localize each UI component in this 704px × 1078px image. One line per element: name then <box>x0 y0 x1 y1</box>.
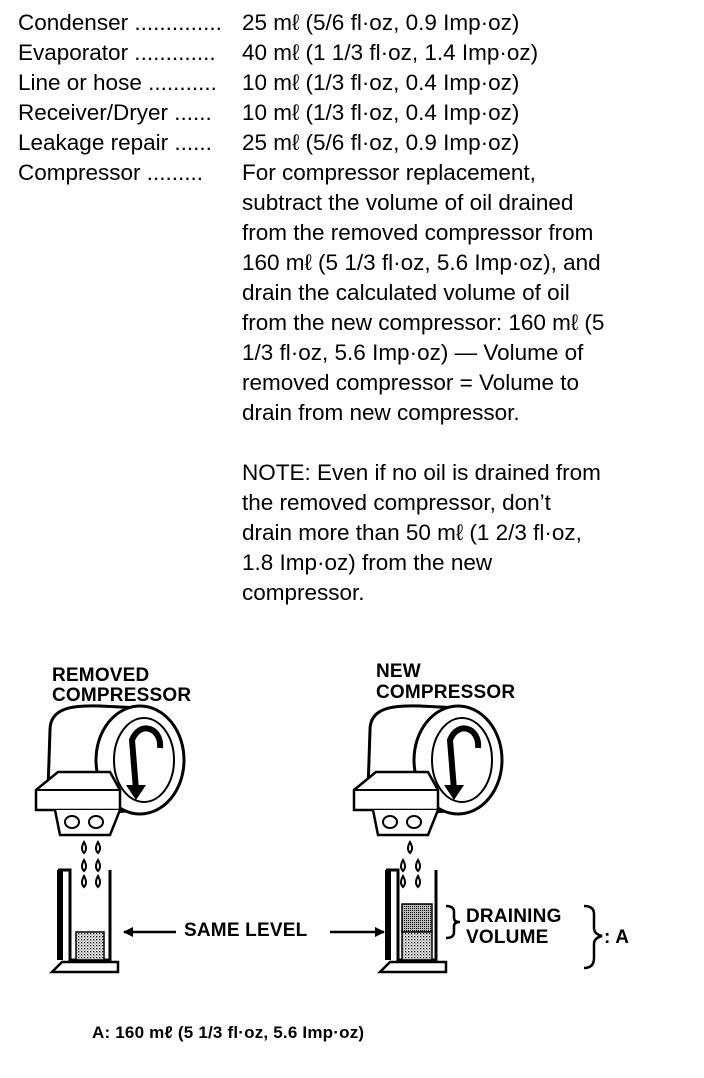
note-line: the removed compressor, don’t <box>242 490 551 515</box>
draining-volume-brace <box>446 906 460 938</box>
spec-label: Condenser .............. <box>18 10 222 35</box>
spec-value: 40 mℓ (1 1/3 fl·oz, 1.4 Imp·oz) <box>242 40 539 65</box>
spec-label: Leakage repair ...... <box>18 130 212 155</box>
oil-drops-icon <box>82 842 100 887</box>
instruction-line: 160 mℓ (5 1/3 fl·oz, 5.6 Imp·oz), and <box>242 250 601 275</box>
note-line: compressor. <box>242 580 365 605</box>
spec-value: 25 mℓ (5/6 fl·oz, 0.9 Imp·oz) <box>242 10 520 35</box>
new-compressor-icon <box>354 706 502 835</box>
instruction-line: drain from new compressor. <box>242 400 520 425</box>
new-compressor-title: COMPRESSOR <box>376 682 516 703</box>
spec-label: Line or hose ........... <box>18 70 217 95</box>
oil-drops-icon <box>401 842 420 887</box>
note-line: 1.8 Imp·oz) from the new <box>242 550 493 575</box>
instruction-line: from the removed compressor from <box>242 220 594 245</box>
removed-compressor-title: REMOVED <box>52 665 150 686</box>
instruction-line: removed compressor = Volume to <box>242 370 580 395</box>
draining-volume-label: DRAINING <box>466 906 562 927</box>
draining-volume-label: VOLUME <box>466 927 549 948</box>
spec-value: 10 mℓ (1/3 fl·oz, 0.4 Imp·oz) <box>242 100 520 125</box>
same-level-label: SAME LEVEL <box>184 920 308 941</box>
instruction-line: 1/3 fl·oz, 5.6 Imp·oz) — Volume of <box>242 340 584 365</box>
spec-value: 10 mℓ (1/3 fl·oz, 0.4 Imp·oz) <box>242 70 520 95</box>
instruction-line: subtract the volume of oil drained <box>242 190 574 215</box>
instruction-line: drain the calculated volume of oil <box>242 280 570 305</box>
spec-value: 25 mℓ (5/6 fl·oz, 0.9 Imp·oz) <box>242 130 520 155</box>
new-beaker-icon <box>380 870 446 972</box>
note-line: NOTE: Even if no oil is drained from <box>242 460 601 485</box>
figure-caption: A: 160 mℓ (5 1/3 fl·oz, 5.6 Imp·oz) <box>92 1023 365 1042</box>
removed-compressor-icon <box>36 706 184 835</box>
note-line: drain more than 50 mℓ (1 2/3 fl·oz, <box>242 520 582 545</box>
instruction-line: from the new compressor: 160 mℓ (5 <box>242 310 605 335</box>
spec-label: Receiver/Dryer ...... <box>18 100 212 125</box>
total-volume-brace <box>584 906 602 968</box>
new-compressor-title: NEW <box>376 661 421 682</box>
spec-value: For compressor replacement, <box>242 160 536 185</box>
removed-compressor-title: COMPRESSOR <box>52 685 192 706</box>
spec-label: Evaporator ............. <box>18 40 216 65</box>
spec-label: Compressor ......... <box>18 160 204 185</box>
a-label: : A <box>604 927 630 948</box>
